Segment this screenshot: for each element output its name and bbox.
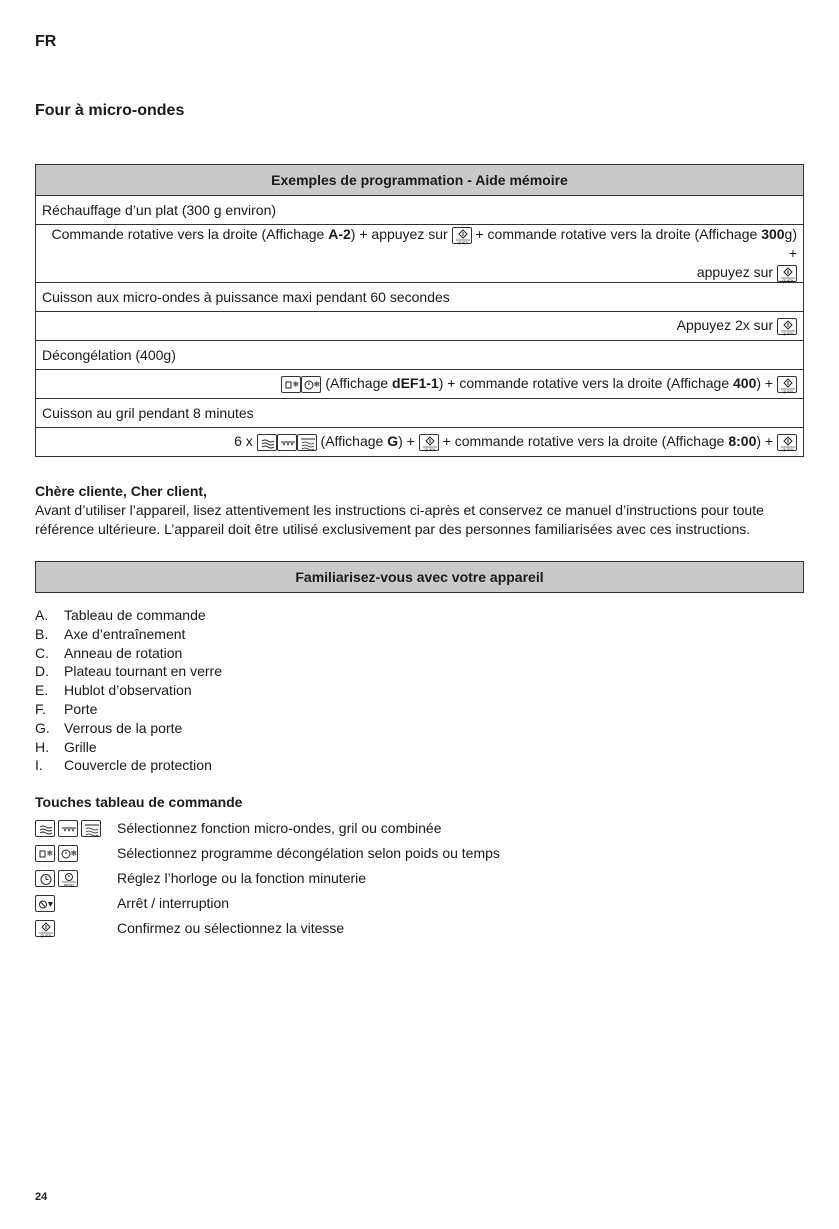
microwave-key-icon	[35, 820, 55, 837]
defrost-weight-key-icon	[281, 376, 301, 393]
defrost-time-key-icon	[58, 845, 78, 862]
row-label: Cuisson au gril pendant 8 minutes	[36, 399, 804, 428]
start-key-icon	[452, 227, 472, 244]
table-heading: Exemples de programmation - Aide mémoire	[36, 165, 804, 196]
combi-key-icon	[297, 434, 317, 451]
touch-row: Sélectionnez fonction micro-ondes, gril ou combinée	[35, 817, 442, 839]
svg-text:❄: ❄	[46, 848, 54, 858]
touch-row: PROG Réglez l’horloge ou la fonction minuterie	[35, 867, 366, 889]
svg-text:❄: ❄	[314, 379, 321, 389]
list-item: F. Porte	[35, 700, 98, 717]
programming-table	[35, 164, 804, 457]
row-label: Réchauffage d’un plat (300 g environ)	[36, 196, 804, 225]
row-label: Cuisson aux micro-ondes à puissance maxi pendant 60 secondes	[36, 283, 804, 312]
list-item: G. Verrous de la porte	[35, 719, 183, 736]
page-title: Four à micro-ondes	[35, 102, 185, 119]
svg-text:QUICK: QUICK	[457, 240, 469, 245]
touch-row: ❄ ❄ Sélectionnez programme décongélation selon poids ou temps	[35, 842, 500, 864]
list-item: B. Axe d’entraînement	[35, 625, 186, 642]
svg-text:❄: ❄	[70, 848, 78, 858]
defrost-time-key-icon	[301, 376, 321, 393]
microwave-key-icon	[257, 434, 277, 451]
start-key-icon	[419, 434, 439, 451]
touch-row: QUICK Confirmez ou sélectionnez la vitesse	[35, 917, 344, 939]
svg-text:QUICK: QUICK	[782, 389, 794, 394]
list-item: E. Hublot d’observation	[35, 682, 192, 699]
stop-key-icon	[35, 895, 55, 912]
language-code: FR	[35, 33, 57, 50]
svg-text:QUICK: QUICK	[40, 933, 52, 938]
row-instruction: 6 x (Affichage G) + QUICK + commande rotative vers la droite (Affichage 8:00) + QUICK	[36, 428, 804, 457]
combi-key-icon	[81, 820, 101, 837]
touches-title: Touches tableau de commande	[35, 794, 243, 810]
svg-text:QUICK: QUICK	[782, 331, 794, 336]
row-instruction: ❄ ❄ (Affichage dEF1-1) + commande rotative vers la droite (Affichage 400) + QUICK	[36, 370, 804, 399]
svg-text:PROG: PROG	[63, 883, 75, 887]
list-item: H. Grille	[35, 738, 97, 755]
clock-key-icon	[35, 870, 55, 887]
intro-text: Avant d’utiliser l’appareil, lisez attentivement les instructions ci-après et conservez ce manuel d’instructions pour toute référence ultérieure. L’appareil doit être utilisé exclusivement par des personnes familiarisées avec ces instructions.	[35, 502, 764, 537]
start-key-icon	[777, 434, 797, 451]
list-item: D. Plateau tournant en verre	[35, 663, 222, 680]
start-key-icon	[777, 318, 797, 335]
svg-text:QUICK: QUICK	[782, 447, 794, 452]
svg-text:QUICK: QUICK	[424, 447, 436, 452]
row-instruction: Appuyez 2x sur QUICK	[36, 312, 804, 341]
row-label: Décongélation (400g)	[36, 341, 804, 370]
defrost-weight-key-icon	[35, 845, 55, 862]
touch-row: Arrêt / interruption	[35, 892, 229, 914]
list-item: I. Couvercle de protection	[35, 757, 212, 774]
greeting: Chère cliente, Cher client,	[35, 483, 207, 499]
timer-key-icon	[58, 870, 78, 887]
page-number: 24	[35, 1191, 48, 1203]
parts-list	[35, 606, 222, 775]
list-item: C. Anneau de rotation	[35, 644, 183, 661]
intro-section	[35, 482, 804, 539]
list-item: A. Tableau de commande	[35, 607, 206, 623]
grill-key-icon	[277, 434, 297, 451]
start-key-icon	[777, 376, 797, 393]
section-heading: Familiarisez-vous avec votre appareil	[35, 561, 804, 593]
row-instruction: Commande rotative vers la droite (Affichage A-2) + appuyez sur QUICK + commande rotative vers la droite (Affichage 300g) + appuyez sur QUICK	[36, 225, 804, 283]
grill-key-icon	[58, 820, 78, 837]
start-key-icon	[35, 920, 55, 937]
start-key-icon	[777, 265, 797, 282]
svg-text:❄: ❄	[293, 379, 300, 389]
svg-text:QUICK: QUICK	[782, 278, 794, 283]
